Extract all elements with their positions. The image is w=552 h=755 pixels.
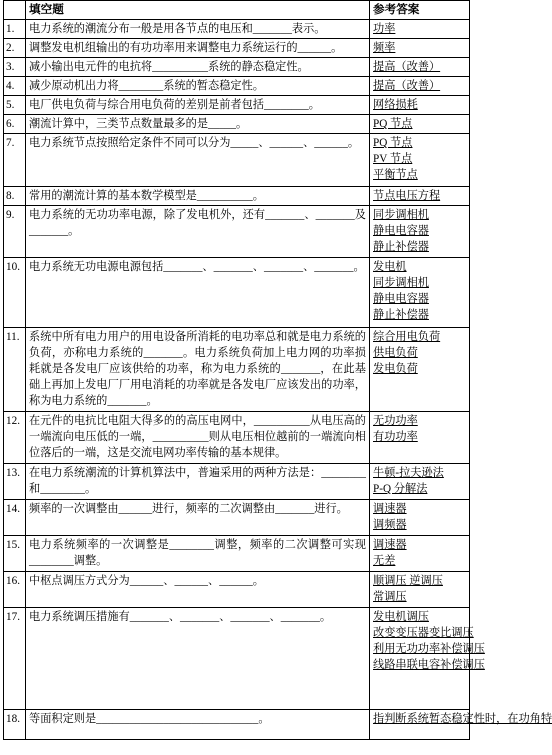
answer-item: 调速器 [373, 539, 407, 551]
question-number: 3. [4, 58, 26, 77]
answer-item: 综合用电负荷 [373, 331, 441, 343]
header-question: 填空题 [26, 1, 370, 20]
answer-cell [370, 77, 470, 96]
answer-cell [370, 115, 470, 134]
question-number: 7. [4, 134, 26, 187]
question-text: 在元件的电抗比电阻大得多的的高压电网中，__________从电压高的一端流向电压低的一端，__________则从电压相位越前的一端流向相位落后的一端，这是交流电网功率传输的基本规律。 [26, 412, 370, 464]
answer-item: 调频器 [373, 519, 407, 531]
answer-item: 频率 [373, 42, 396, 54]
question-text: 电力系统的无功功率电源，除了发电机外，还有_______、_______及_______。 [26, 206, 370, 258]
answer-item: 静止补偿器 [373, 241, 429, 253]
answer-item: 调速器 [373, 503, 407, 515]
answer-item: 静电电容器 [373, 225, 429, 237]
answer-cell [370, 20, 470, 39]
table-row [4, 115, 470, 134]
answer-item: 发电机调压 [373, 611, 429, 623]
answer-item: 平衡节点 [373, 169, 418, 181]
answer-cell [370, 39, 470, 58]
answer-cell [370, 58, 470, 77]
answer-cell [370, 258, 470, 328]
question-number: 17. [4, 608, 26, 710]
table-row [4, 464, 470, 500]
table-row [4, 412, 470, 464]
table-row [4, 187, 470, 206]
table-row [4, 608, 470, 710]
question-number: 13. [4, 464, 26, 500]
answer-cell [370, 328, 470, 412]
table-row [4, 96, 470, 115]
question-text: 电厂供电负荷与综合用电负荷的差别是前者包括________。 [26, 96, 370, 115]
question-text: 常用的潮流计算的基本数学模型是__________。 [26, 187, 370, 206]
table-row [4, 20, 470, 39]
answer-item: 发电负荷 [373, 363, 418, 375]
table-row [4, 39, 470, 58]
question-number: 9. [4, 206, 26, 258]
question-text: 在电力系统潮流的计算机算法中，普遍采用的两种方法是：________和________。 [26, 464, 370, 500]
answer-item: 网络损耗 [373, 99, 418, 111]
question-number: 11. [4, 328, 26, 412]
question-text: 电力系统无功电源电源包括_______、_______、_______、_______。 [26, 258, 370, 328]
question-text: 中枢点调压方式分为______、______、______。 [26, 572, 370, 608]
question-text: 电力系统频率的一次调整是________调整，频率的二次调整可实现________调整。 [26, 536, 370, 572]
answer-item: 牛顿-拉夫逊法 [373, 467, 444, 479]
question-number: 5. [4, 96, 26, 115]
question-number: 16. [4, 572, 26, 608]
answer-cell [370, 500, 470, 536]
header-number-cell [4, 1, 26, 20]
header-answer: 参考答案 [370, 1, 470, 20]
table-row [4, 328, 470, 412]
answer-cell [370, 96, 470, 115]
table-body [4, 20, 552, 740]
question-number: 4. [4, 77, 26, 96]
table-row [4, 710, 470, 740]
answer-item: PV 节点 [373, 153, 413, 165]
answer-item: 提高（改善） [373, 80, 441, 92]
question-text: 频率的一次调整由______进行，频率的二次调整由_______进行。 [26, 500, 370, 536]
answer-cell [370, 572, 470, 608]
answer-item: 发电机 [373, 261, 407, 273]
answer-cell [370, 608, 485, 710]
question-text: 潮流计算中，三类节点数量最多的是_____。 [26, 115, 370, 134]
answer-item: 静止补偿器 [373, 309, 429, 321]
question-number: 8. [4, 187, 26, 206]
answer-item: 常调压 [373, 591, 407, 603]
table-row [4, 536, 470, 572]
table-row [4, 134, 470, 187]
question-number: 18. [4, 710, 26, 740]
table-row [4, 258, 470, 328]
table-row [4, 206, 470, 258]
question-number: 12. [4, 412, 26, 464]
answer-cell [370, 464, 470, 500]
answer-cell [370, 206, 470, 258]
question-text: 减小输出电元件的电抗将__________系统的静态稳定性。 [26, 58, 370, 77]
answer-item: 供电负荷 [373, 347, 418, 359]
question-number: 10. [4, 258, 26, 328]
qa-table [3, 0, 552, 740]
question-text: 调整发电机组输出的有功功率用来调整电力系统运行的______。 [26, 39, 370, 58]
answer-item: PQ 节点 [373, 118, 413, 130]
answer-cell [370, 187, 470, 206]
answer-item: 无差 [373, 555, 396, 567]
question-number: 14. [4, 500, 26, 536]
question-number: 2. [4, 39, 26, 58]
answer-item: 同步调相机 [373, 277, 429, 289]
question-text: 减少原动机出力将________系统的暂态稳定性。 [26, 77, 370, 96]
table-row [4, 500, 470, 536]
answer-cell [370, 710, 552, 740]
question-number: 15. [4, 536, 26, 572]
answer-cell [370, 412, 470, 464]
answer-cell [370, 134, 470, 187]
table-row [4, 77, 470, 96]
answer-item: 节点电压方程 [373, 190, 441, 202]
answer-item: 有功功率 [373, 431, 418, 443]
table-row [4, 572, 470, 608]
document-page [3, 0, 552, 755]
answer-item: 指判断系统暂态稳定性时，在功角特 [373, 713, 552, 725]
question-text: 电力系统节点按照给定条件不同可以分为_____、______、______。 [26, 134, 370, 187]
answer-item: 利用无功功率补偿调压 [373, 643, 485, 655]
answer-item: 功率 [373, 23, 396, 35]
answer-item: 同步调相机 [373, 209, 429, 221]
question-text: 等面积定则是_____________________________。 [26, 710, 370, 740]
answer-item: 提高（改善） [373, 61, 441, 73]
answer-cell [370, 536, 470, 572]
answer-item: 无功功率 [373, 415, 418, 427]
table-row [4, 58, 470, 77]
question-number: 6. [4, 115, 26, 134]
question-text: 系统中所有电力用户的用电设备所消耗的电功率总和就是电力系统的负荷，亦称电力系统的_______。电力系统负荷加上电力网的功率损耗就是各发电厂应该供给的功率，称为电力系统的_______，在此基础上再加上发电厂厂用电消耗的功率就是各发电厂应该发出的功率，称为电力系统的_______。 [26, 328, 370, 412]
question-number: 1. [4, 20, 26, 39]
table-header-row [4, 1, 470, 20]
answer-item: 改变变压器变比调压 [373, 627, 474, 639]
answer-item: 线路串联电容补偿调压 [373, 659, 485, 671]
question-text: 电力系统的潮流分布一般是用各节点的电压和_______表示。 [26, 20, 370, 39]
answer-item: 顺调压 逆调压 [373, 575, 443, 587]
answer-item: 静电电容器 [373, 293, 429, 305]
question-text: 电力系统调压措施有_______、_______、_______、_______。 [26, 608, 370, 710]
answer-item: PQ 节点 [373, 137, 413, 149]
answer-item: P-Q 分解法 [373, 483, 428, 495]
